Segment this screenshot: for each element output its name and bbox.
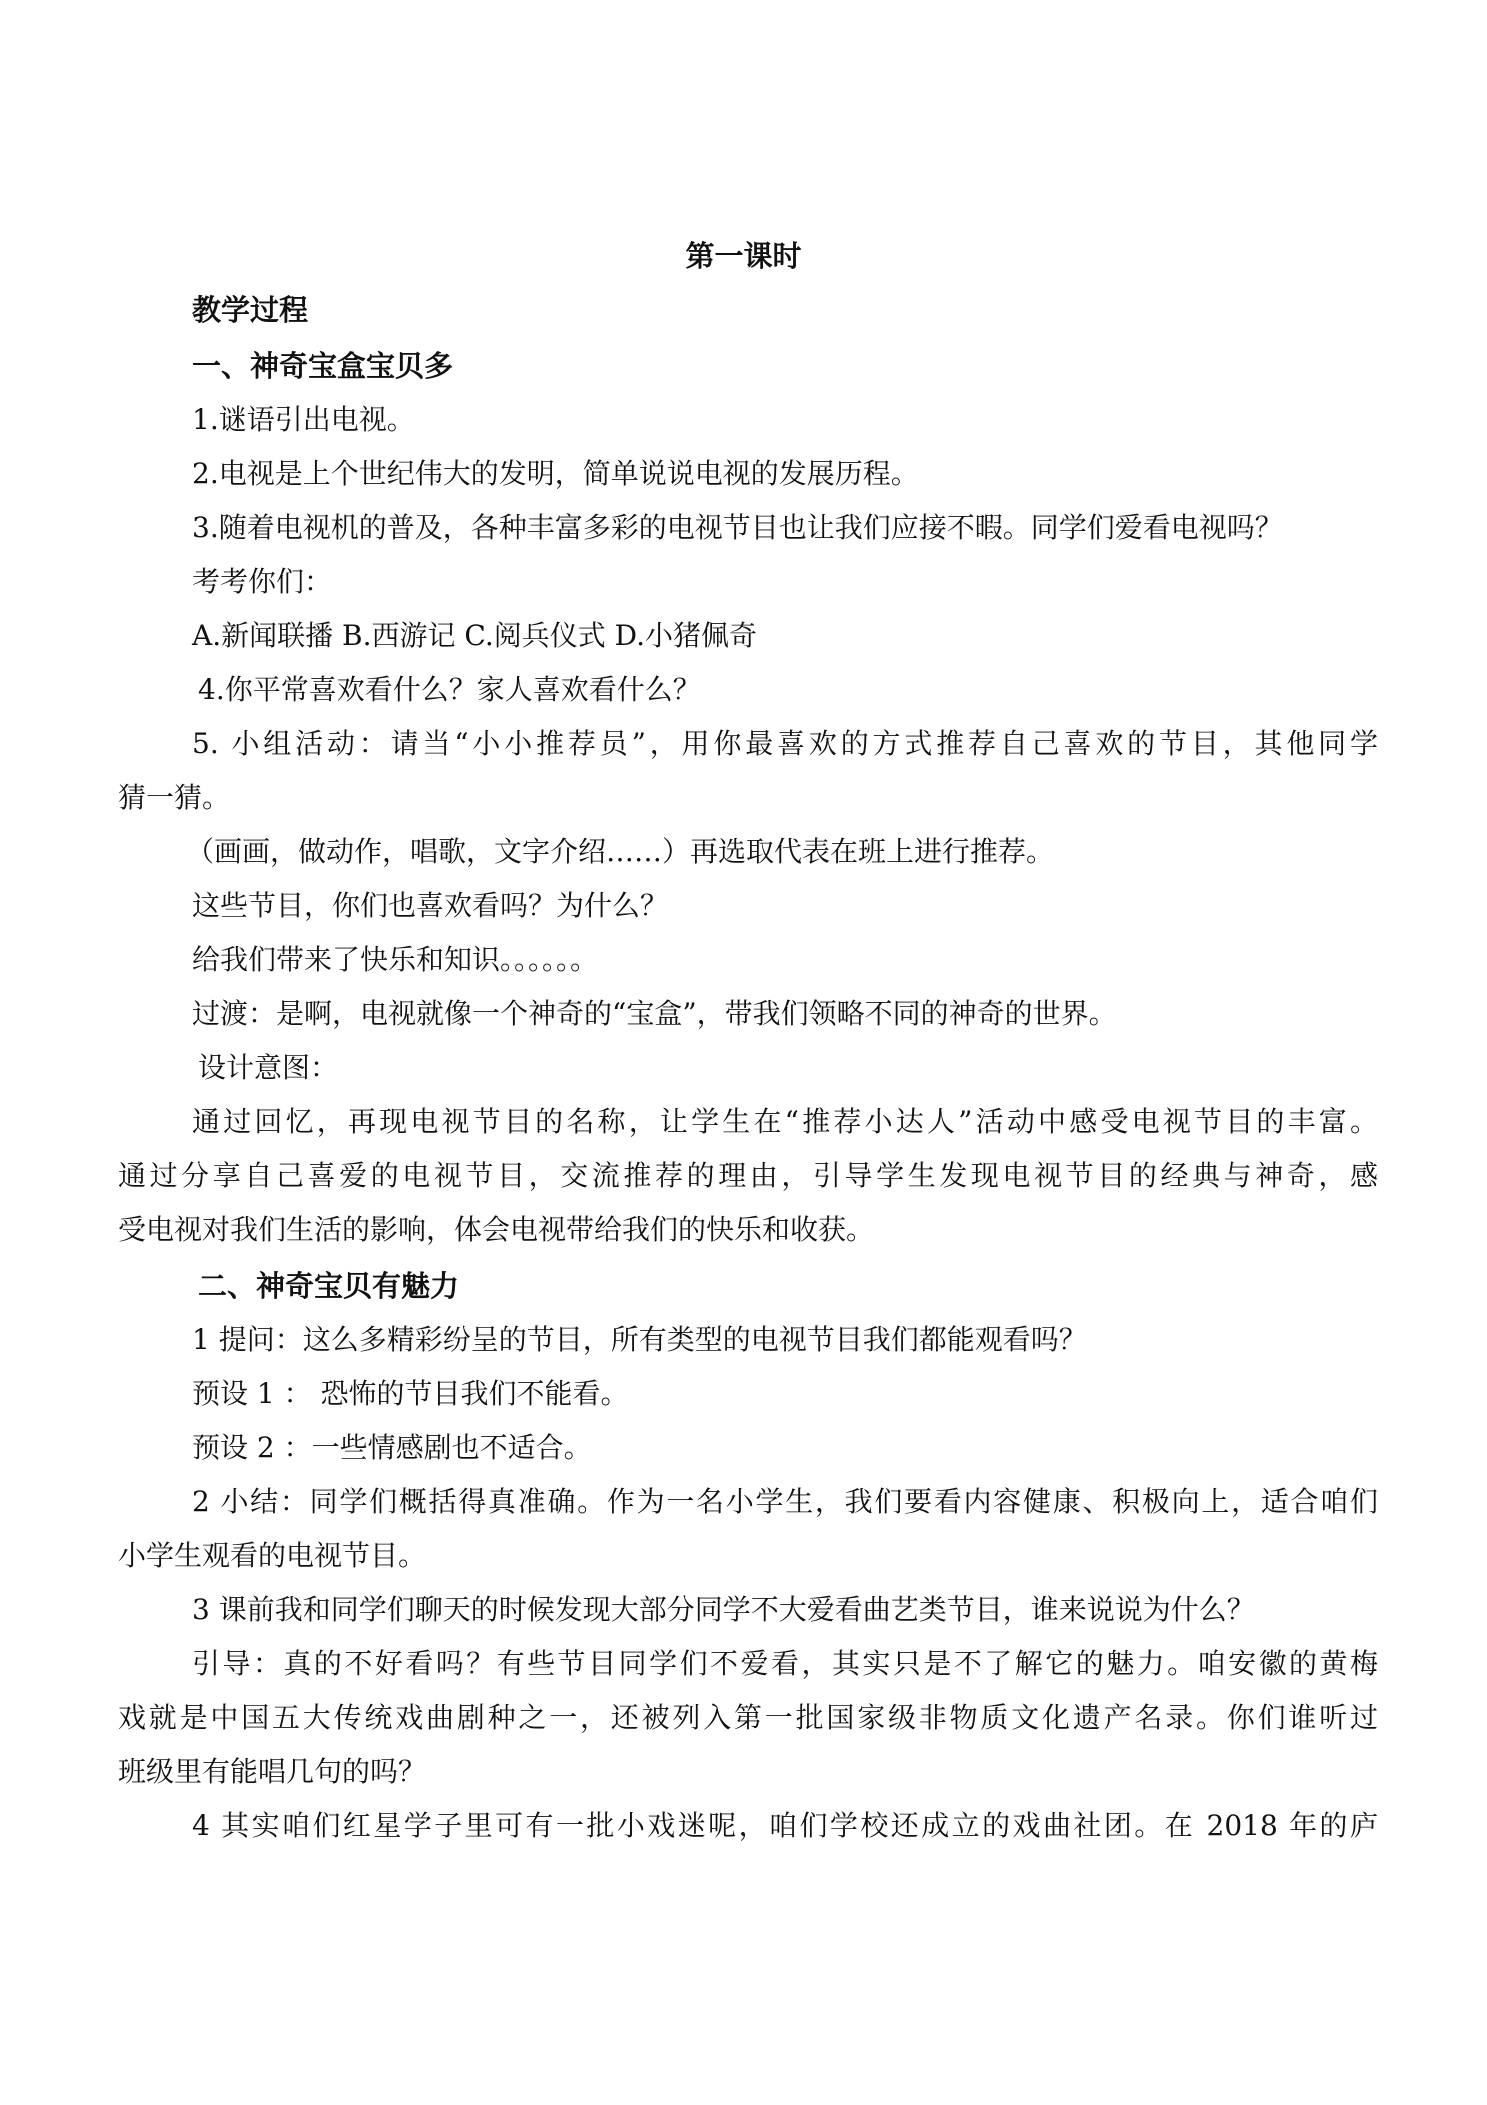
- paragraph-line: （画画，做动作，唱歌，文字介绍……）再选取代表在班上进行推荐。: [186, 835, 1055, 868]
- paragraph-line: 1 提问：这么多精彩纷呈的节目，所有类型的电视节目我们都能观看吗？: [192, 1323, 1087, 1356]
- paragraph-line: 引导：真的不好看吗？有些节目同学们不爱看，其实只是不了解它的魅力。咱安徽的黄梅: [192, 1647, 1378, 1680]
- paragraph-line: 这些节目，你们也喜欢看吗？为什么？: [192, 889, 669, 922]
- paragraph-line: 2.电视是上个世纪伟大的发明，简单说说电视的发展历程。: [192, 457, 919, 490]
- paragraph-line: 1.谜语引出电视。: [192, 403, 415, 436]
- paragraph-line: 小学生观看的电视节目。: [118, 1539, 427, 1572]
- paragraph-line: 3 课前我和同学们聊天的时候发现大部分同学不大爱看曲艺类节目，谁来说说为什么？: [192, 1593, 1255, 1626]
- paragraph-line: 预设 1 ： 恐怖的节目我们不能看。: [192, 1377, 629, 1410]
- section-heading-teaching-process: 教学过程: [192, 293, 309, 327]
- paragraph-line: 通过回忆，再现电视节目的名称，让学生在“推荐小达人”活动中感受电视节目的丰富。: [192, 1105, 1378, 1138]
- paragraph-line: 过渡：是啊，电视就像一个神奇的“宝盒”，带我们领略不同的神奇的世界。: [192, 997, 1117, 1030]
- paragraph-line: 2 小结：同学们概括得真准确。作为一名小学生，我们要看内容健康、积极向上，适合咱们: [192, 1485, 1378, 1518]
- page-title: 第一课时: [685, 239, 802, 273]
- paragraph-line: 受电视对我们生活的影响，体会电视带给我们的快乐和收获。: [118, 1213, 875, 1246]
- section-heading-2: 二、神奇宝贝有魅力: [198, 1269, 460, 1303]
- section-heading-1: 一、神奇宝盒宝贝多: [192, 349, 454, 383]
- paragraph-line: 4 其实咱们红星学子里可有一批小戏迷呢，咱们学校还成立的戏曲社团。在 2018 年的庐: [192, 1809, 1378, 1842]
- paragraph-line: A.新闻联播 B.西游记 C.阅兵仪式 D.小猪佩奇: [192, 619, 757, 652]
- paragraph-line: 通过分享自己喜爱的电视节目，交流推荐的理由，引导学生发现电视节目的经典与神奇，感: [118, 1159, 1378, 1192]
- paragraph-line: 设计意图：: [198, 1051, 339, 1084]
- paragraph-line: 考考你们：: [192, 565, 333, 598]
- paragraph-line: 给我们带来了快乐和知识。。。。。。: [192, 943, 599, 976]
- paragraph-line: 戏就是中国五大传统戏曲剧种之一，还被列入第一批国家级非物质文化遗产名录。你们谁听过: [118, 1701, 1378, 1734]
- paragraph-line: 5. 小组活动：请当“小小推荐员”，用你最喜欢的方式推荐自己喜欢的节目，其他同学: [192, 727, 1378, 760]
- paragraph-line: 3.随着电视机的普及，各种丰富多彩的电视节目也让我们应接不暇。同学们爱看电视吗？: [192, 511, 1283, 544]
- paragraph-line: 班级里有能唱几句的吗？: [118, 1755, 427, 1788]
- paragraph-line: 预设 2 ：一些情感剧也不适合。: [192, 1431, 592, 1464]
- paragraph-line: 4.你平常喜欢看什么？家人喜欢看什么？: [198, 673, 701, 706]
- paragraph-line: 猜一猜。: [118, 781, 231, 814]
